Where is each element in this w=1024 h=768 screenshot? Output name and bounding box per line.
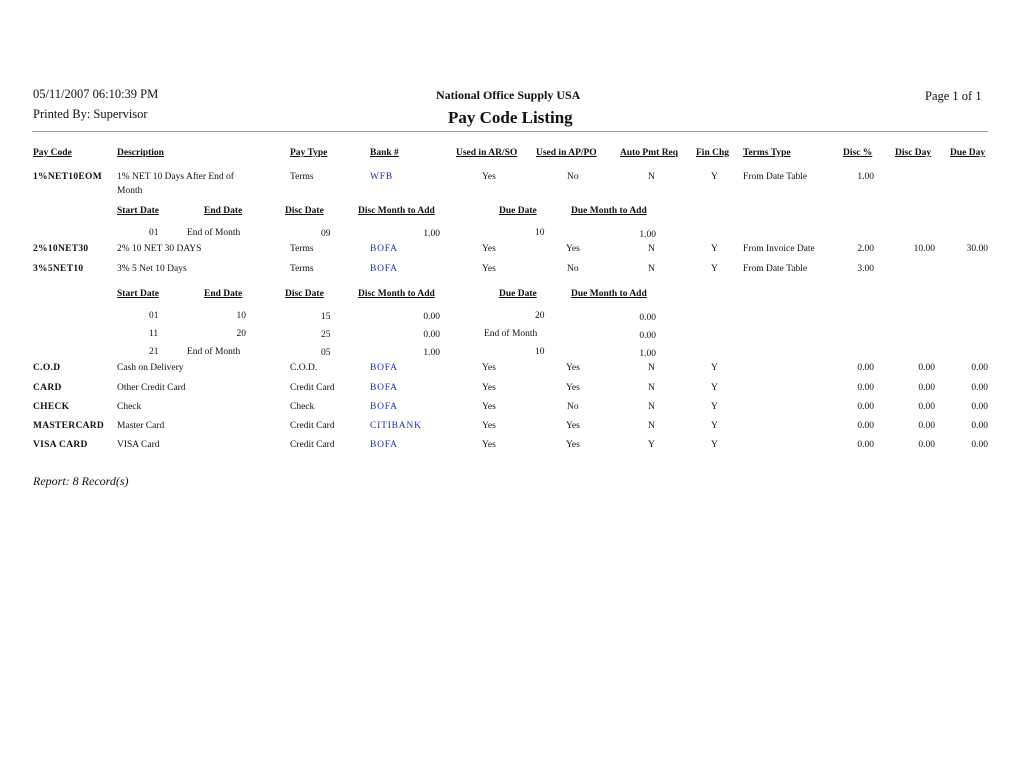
used-ar: Yes <box>482 402 496 412</box>
bank-link[interactable]: BOFA <box>370 244 398 254</box>
used-ar: Yes <box>482 172 496 182</box>
fin-chg: Y <box>711 440 718 450</box>
disc-date: 05 <box>321 348 331 358</box>
fin-chg: Y <box>711 244 718 254</box>
bank-link[interactable]: BOFA <box>370 383 398 393</box>
printed-by: Printed By: Supervisor <box>33 107 148 121</box>
description-continued: Month <box>117 186 143 196</box>
pay-type: Check <box>290 402 315 412</box>
sub-header-disc-date: Disc Date <box>285 289 324 299</box>
used-ar: Yes <box>482 363 496 373</box>
due-month: 0.00 <box>639 331 656 341</box>
pay-code: 2%10NET30 <box>33 244 89 254</box>
disc-date: 25 <box>321 330 331 340</box>
description: Master Card <box>117 421 165 431</box>
due-date: 10 <box>535 347 545 357</box>
disc-pct: 0.00 <box>857 383 874 393</box>
auto-pmt: Y <box>648 440 655 450</box>
disc-day: 10.00 <box>913 244 935 254</box>
pay-code: 1%NET10EOM <box>33 172 102 182</box>
sub-header-disc-month: Disc Month to Add <box>358 289 435 299</box>
pay-type: Credit Card <box>290 440 335 450</box>
pay-code: MASTERCARD <box>33 421 105 431</box>
fin-chg: Y <box>711 402 718 412</box>
sub-header-start-date: Start Date <box>117 206 159 216</box>
disc-month: 0.00 <box>423 312 440 322</box>
used-ar: Yes <box>482 264 496 274</box>
col-header-used-ar: Used in AR/SO <box>456 148 518 158</box>
description: Check <box>117 402 142 412</box>
col-header-description: Description <box>117 148 164 158</box>
used-ap: Yes <box>566 244 580 254</box>
used-ar: Yes <box>482 244 496 254</box>
end-date: End of Month <box>187 228 241 238</box>
bank-link[interactable]: BOFA <box>370 264 398 274</box>
start-date: 01 <box>149 228 159 238</box>
sub-header-due-date: Due Date <box>499 206 537 216</box>
description: VISA Card <box>117 440 160 450</box>
pay-code: 3%5NET10 <box>33 264 84 274</box>
pay-type: C.O.D. <box>290 363 318 373</box>
auto-pmt: N <box>648 383 655 393</box>
used-ap: Yes <box>566 363 580 373</box>
auto-pmt: N <box>648 244 655 254</box>
fin-chg: Y <box>711 421 718 431</box>
due-day: 0.00 <box>971 440 988 450</box>
page-indicator: Page 1 of 1 <box>925 89 982 103</box>
description: Cash on Delivery <box>117 363 184 373</box>
used-ap: Yes <box>566 421 580 431</box>
col-header-auto-pmt: Auto Pmt Req <box>620 148 679 158</box>
pay-type: Credit Card <box>290 421 335 431</box>
auto-pmt: N <box>648 264 655 274</box>
disc-day: 0.00 <box>918 440 935 450</box>
description: 3% 5 Net 10 Days <box>117 264 187 274</box>
disc-pct: 2.00 <box>857 244 874 254</box>
pay-type: Credit Card <box>290 383 335 393</box>
used-ap: No <box>567 264 579 274</box>
disc-day: 0.00 <box>918 421 935 431</box>
header-divider <box>32 131 988 132</box>
disc-pct: 0.00 <box>857 363 874 373</box>
company-name: National Office Supply USA <box>436 88 581 102</box>
bank-link[interactable]: CITIBANK <box>370 421 422 431</box>
disc-pct: 0.00 <box>857 440 874 450</box>
fin-chg: Y <box>711 264 718 274</box>
col-header-fin-chg: Fin Chg <box>696 148 729 158</box>
pay-code: VISA CARD <box>33 440 88 450</box>
end-date: 10 <box>236 311 246 321</box>
fin-chg: Y <box>711 172 718 182</box>
col-header-disc-day: Disc Day <box>895 148 932 158</box>
end-date: End of Month <box>187 347 241 357</box>
bank-link[interactable]: WFB <box>370 172 393 182</box>
sub-header-end-date: End Date <box>204 289 243 299</box>
col-header-pay-code: Pay Code <box>33 148 72 158</box>
terms-type: From Date Table <box>743 172 808 182</box>
sub-header-due-month: Due Month to Add <box>571 206 647 216</box>
terms-type: From Invoice Date <box>743 244 815 254</box>
used-ap: Yes <box>566 383 580 393</box>
used-ap: No <box>567 402 579 412</box>
auto-pmt: N <box>648 402 655 412</box>
due-day: 30.00 <box>966 244 988 254</box>
start-date: 21 <box>149 347 159 357</box>
disc-day: 0.00 <box>918 402 935 412</box>
auto-pmt: N <box>648 172 655 182</box>
sub-header-start-date: Start Date <box>117 289 159 299</box>
report-datetime: 05/11/2007 06:10:39 PM <box>33 87 159 101</box>
bank-link[interactable]: BOFA <box>370 402 398 412</box>
disc-pct: 1.00 <box>857 172 874 182</box>
description: Other Credit Card <box>117 383 186 393</box>
pay-code: C.O.D <box>33 363 61 373</box>
disc-month: 1.00 <box>423 229 440 239</box>
end-date: 20 <box>236 329 246 339</box>
col-header-due-day: Due Day <box>950 148 986 158</box>
used-ap: No <box>567 172 579 182</box>
pay-code: CHECK <box>33 402 70 412</box>
col-header-used-ap: Used in AP/PO <box>536 148 597 158</box>
used-ap: Yes <box>566 440 580 450</box>
pay-type: Terms <box>290 264 314 274</box>
col-header-bank: Bank # <box>370 148 399 158</box>
start-date: 01 <box>149 311 159 321</box>
disc-pct: 0.00 <box>857 421 874 431</box>
start-date: 11 <box>149 329 159 339</box>
sub-header-due-month: Due Month to Add <box>571 289 647 299</box>
disc-day: 0.00 <box>918 363 935 373</box>
due-day: 0.00 <box>971 363 988 373</box>
due-day: 0.00 <box>971 383 988 393</box>
pay-code: CARD <box>33 383 62 393</box>
col-header-pay-type: Pay Type <box>290 148 328 158</box>
used-ar: Yes <box>482 440 496 450</box>
due-date: 20 <box>535 311 545 321</box>
due-month: 1.00 <box>639 230 656 240</box>
sub-header-disc-date: Disc Date <box>285 206 324 216</box>
report-title: Pay Code Listing <box>448 108 573 127</box>
used-ar: Yes <box>482 383 496 393</box>
terms-type: From Date Table <box>743 264 808 274</box>
due-date: End of Month <box>484 329 538 339</box>
disc-day: 0.00 <box>918 383 935 393</box>
due-month: 1.00 <box>639 349 656 359</box>
used-ar: Yes <box>482 421 496 431</box>
record-count: Report: 8 Record(s) <box>33 474 129 488</box>
disc-date: 15 <box>321 312 331 322</box>
description: 2% 10 NET 30 DAYS <box>117 244 202 254</box>
auto-pmt: N <box>648 421 655 431</box>
disc-pct: 0.00 <box>857 402 874 412</box>
fin-chg: Y <box>711 363 718 373</box>
col-header-terms-type: Terms Type <box>743 148 791 158</box>
disc-month: 0.00 <box>423 330 440 340</box>
col-header-disc-pct: Disc % <box>843 148 873 158</box>
sub-header-due-date: Due Date <box>499 289 537 299</box>
fin-chg: Y <box>711 383 718 393</box>
description: 1% NET 10 Days After End of <box>117 172 234 182</box>
sub-header-end-date: End Date <box>204 206 243 216</box>
disc-month: 1.00 <box>423 348 440 358</box>
bank-link[interactable]: BOFA <box>370 363 398 373</box>
due-day: 0.00 <box>971 421 988 431</box>
disc-pct: 3.00 <box>857 264 874 274</box>
disc-date: 09 <box>321 229 331 239</box>
sub-header-disc-month: Disc Month to Add <box>358 206 435 216</box>
auto-pmt: N <box>648 363 655 373</box>
pay-type: Terms <box>290 244 314 254</box>
bank-link[interactable]: BOFA <box>370 440 398 450</box>
due-month: 0.00 <box>639 313 656 323</box>
due-day: 0.00 <box>971 402 988 412</box>
pay-type: Terms <box>290 172 314 182</box>
due-date: 10 <box>535 228 545 238</box>
